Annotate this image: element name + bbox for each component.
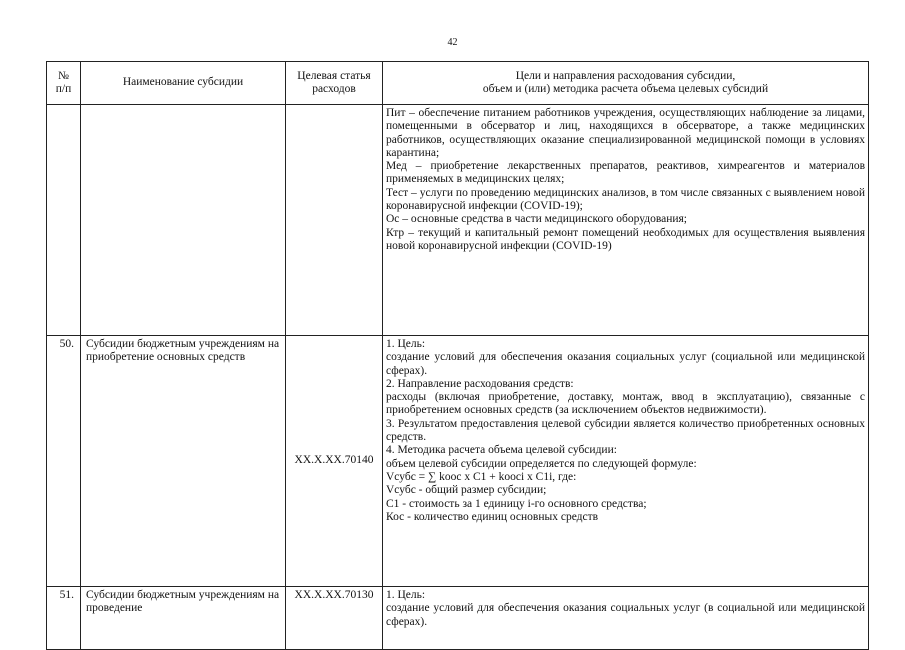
subsidy-table [46,61,869,650]
description-line: 3. Результатом предоставления целевой субсидии является количество приобретенных основных средств. [386,417,865,444]
description-line: 1. Цель: [386,589,426,601]
header-desc-line-2: объем и (или) методика расчета объема целевых субсидий [482,83,769,95]
description-line: 2. Направление расходования средств: [386,377,574,390]
row-subsidy-name: Субсидии бюджетным учреждениям на приобретение основных средств [81,336,286,587]
row-number [47,105,81,336]
description-line: С1 - стоимость за 1 единицу i-го основного средства; [386,497,647,510]
header-num [47,62,81,105]
row-target-code: ХХ.Х.ХХ.70130 [286,587,383,650]
description-line: Тест – услуги по проведению медицинских анализов, в том числе связанных с выявлением новой коронавирусной инфекции (COVID-19); [386,186,865,213]
row-target-code [286,105,383,336]
table-row [47,587,869,650]
row-target-code: ХХ.Х.ХХ.70140 [286,336,383,587]
header-name: Наименование субсидии [81,62,286,105]
description-line: 4. Методика расчета объема целевой субсидии: [386,444,617,457]
description-line: Ос – основные средства в части медицинского оборудования; [386,213,688,226]
header-code-line-1: Целевая статья [297,69,371,82]
description-line: Пит – обеспечение питанием работников учреждения, осуществляющих наблюдение за лицами, помещенными в обсерватор и лиц, находящихся в обсерваторе, а также медицинских работников, осуществляющих оказание специализированной медицинской помощи в условиях карантина; [386,107,865,159]
row-number: 51. [47,587,81,650]
description-line: 1. Цель: [386,338,426,350]
row-description [383,105,869,336]
description-line: Ктр – текущий и капитальный ремонт помещений необходимых для осуществления выявления новой коронавирусной инфекции (COVID-19) [386,226,865,252]
header-desc-line-1: Цели и направления расходования субсидии, [515,69,736,82]
description-line: создание условий для обеспечения оказания социальных услуг (социальной или медицинской сферах). [386,351,865,377]
row-subsidy-name: Субсидии бюджетным учреждениям на проведение [81,587,286,650]
row-subsidy-name [81,105,286,336]
description-line: расходы (включая приобретение, доставку, монтаж, ввод в эксплуатацию), связанные с приобретением основных средств (за исключением объектов недвижимости). [386,391,865,417]
header-num-line-1: № [58,69,69,82]
header-desc [383,62,869,105]
description-line: Мед – приобретение лекарственных препаратов, реактивов, химреагентов и материалов применяемых в медицинских целях; [386,160,865,186]
description-line: объем целевой субсидии определяется по следующей формуле: [386,457,697,470]
table-row [47,105,869,336]
description-line: Vсубс - общий размер субсидии; [386,484,547,497]
header-num-line-2: п/п [55,83,72,95]
header-code-line-2: расходов [312,83,356,95]
header-code [286,62,383,105]
row-description [383,336,869,587]
page-number: 42 [447,37,458,48]
formula-line: Vсубс = ∑ kooc x C1 + kooci x C1i, где: [386,470,577,483]
row-number: 50. [47,336,81,587]
table-row [47,336,869,587]
table-header-row [47,62,869,105]
row-description [383,587,869,650]
description-line: создание условий для обеспечения оказания социальных услуг (в социальной или медицинской сферах). [386,602,865,628]
description-line: Кос - количество единиц основных средств [386,510,599,523]
